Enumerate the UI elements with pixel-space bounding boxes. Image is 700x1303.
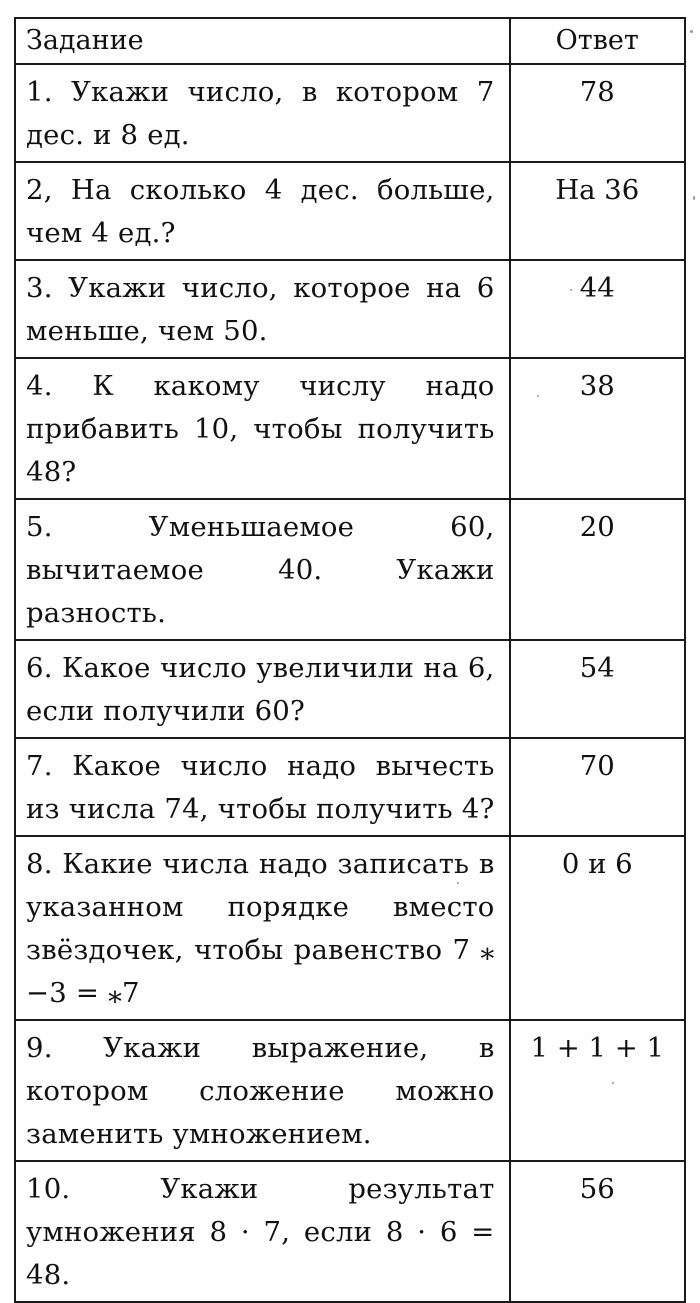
- table-row: [15, 358, 685, 499]
- header-task: Задание: [15, 18, 510, 64]
- task-cell-8: 8. Какие числа надо записать в указанном порядке вместо звёздочек, чтобы равенство 7 ⁎ −3 = ⁎7: [15, 836, 510, 1020]
- table-row: [15, 640, 685, 738]
- table-row: [15, 1020, 685, 1161]
- answer-cell-9: 1 + 1 + 1: [510, 1020, 686, 1161]
- tasks-table: [14, 17, 686, 1303]
- answer-cell-6: 54: [510, 640, 686, 738]
- task-cell-2: 2, На сколько 4 дес. больше, чем 4 ед.?: [15, 162, 510, 260]
- scan-speck: [570, 289, 572, 291]
- task-cell-4: 4. К какому числу надо прибавить 10, чтобы получить 48?: [15, 358, 510, 499]
- scan-speck: [612, 1082, 614, 1084]
- table-row: [15, 162, 685, 260]
- answer-cell-3: 44: [510, 260, 686, 358]
- header-answer: Ответ: [510, 18, 686, 64]
- task-cell-6: 6. Какое число увеличили на 6, если получили 60?: [15, 640, 510, 738]
- table-row: [15, 499, 685, 640]
- answer-cell-2: На 36: [510, 162, 686, 260]
- scan-speck: [690, 30, 693, 33]
- task-cell-3: 3. Укажи число, которое на 6 меньше, чем 50.: [15, 260, 510, 358]
- scan-speck: [457, 882, 459, 884]
- table-row: [15, 836, 685, 1020]
- task-cell-5: 5. Уменьшаемое 60, вычитаемое 40. Укажи разность.: [15, 499, 510, 640]
- answer-cell-4: 38: [510, 358, 686, 499]
- answer-cell-5: 20: [510, 499, 686, 640]
- answer-cell-7: 70: [510, 738, 686, 836]
- table-row: [15, 738, 685, 836]
- table-row: [15, 1161, 685, 1302]
- scan-speck: [693, 196, 695, 200]
- header-row: [15, 18, 685, 64]
- task-cell-9: 9. Укажи выражение, в котором сложение можно заменить умножением.: [15, 1020, 510, 1161]
- answer-cell-1: 78: [510, 64, 686, 162]
- scan-speck: [537, 395, 539, 397]
- table-row: [15, 260, 685, 358]
- task-cell-1: 1. Укажи число, в котором 7 дес. и 8 ед.: [15, 64, 510, 162]
- task-cell-10: 10. Укажи результат умножения 8 · 7, если 8 · 6 = 48.: [15, 1161, 510, 1302]
- task-cell-7: 7. Какое число надо вычесть из числа 74, чтобы получить 4?: [15, 738, 510, 836]
- table-row: [15, 64, 685, 162]
- answer-cell-10: 56: [510, 1161, 686, 1302]
- answer-cell-8: 0 и 6: [510, 836, 686, 1020]
